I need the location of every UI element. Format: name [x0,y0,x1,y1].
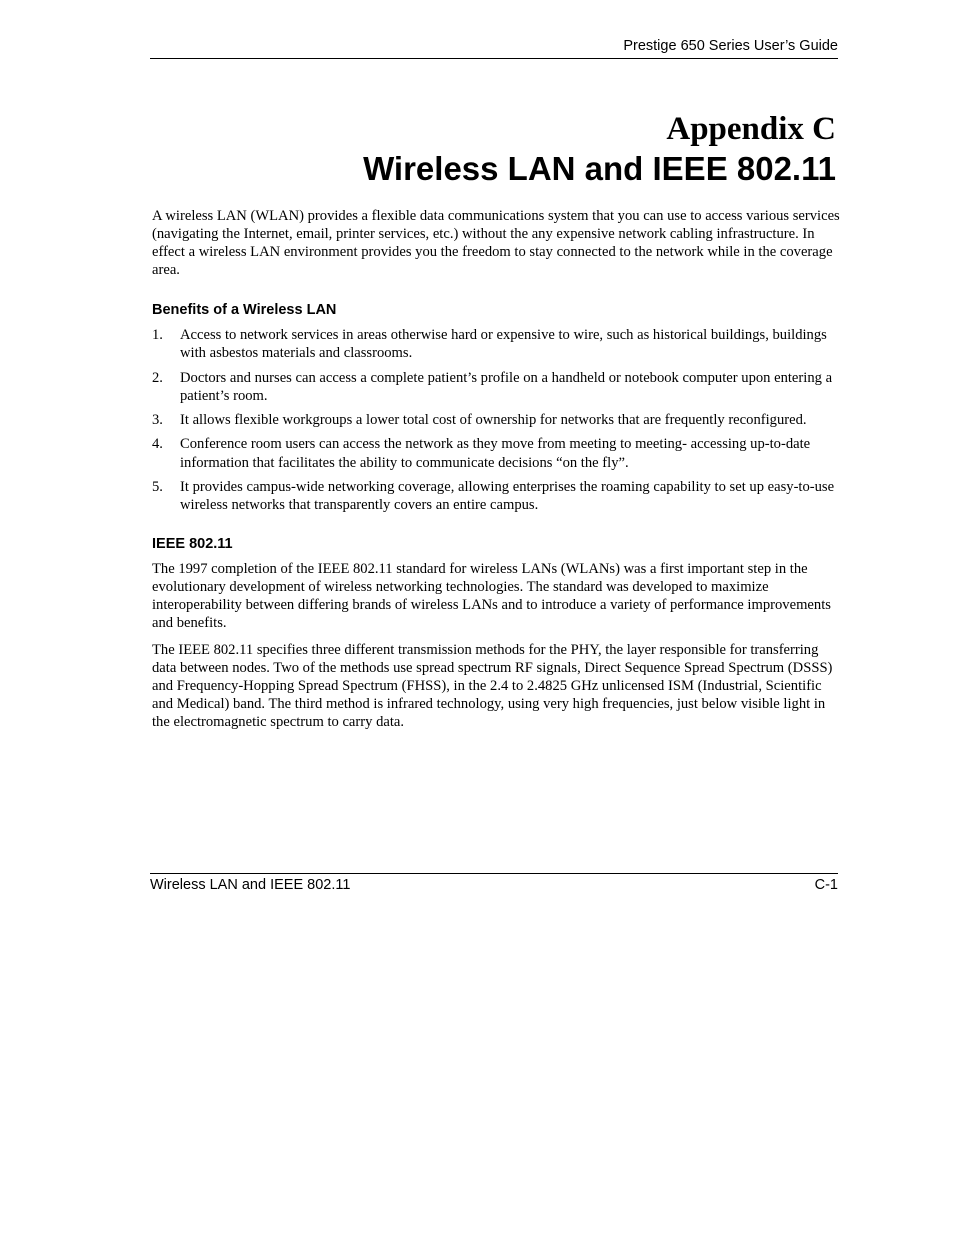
list-item [152,478,840,514]
list-item-number: 1. [152,327,163,344]
intro-paragraph: A wireless LAN (WLAN) provides a flexible data communications system that you can use to access various services (navigating the Internet, email, printer services, etc.) without the any expensive network cabling infrastructure. In effect a wireless LAN environment provides you the freedom to stay connected to the network while in the coverage area. [152,208,840,279]
appendix-label: Appendix C [666,111,836,147]
list-item-text: It allows flexible workgroups a lower total cost of ownership for networks that are frequently reconfigured. [180,412,807,429]
list-item-text: It provides campus-wide networking coverage, allowing enterprises the roaming capability to set up easy-to-use wireless networks that transparently covers an entire campus. [180,478,835,513]
list-item [152,435,840,471]
list-item-text: Doctors and nurses can access a complete patient’s profile on a handheld or notebook computer upon entering a patient’s room. [180,369,833,404]
ieee-paragraph-1: The 1997 completion of the IEEE 802.11 standard for wireless LANs (WLANs) was a first important step in the evolutionary development of wireless networking technologies. The standard was developed to maximize interoperability between differing brands of wireless LANs and to introduce a variety of performance improvements and benefits. [152,560,831,632]
running-header-title: Prestige 650 Series User’s Guide [623,38,838,54]
chapter-title: Wireless LAN and IEEE 802.11 [363,150,836,187]
benefits-heading: Benefits of a Wireless LAN [152,302,337,319]
list-item [152,326,840,362]
footer-section-title: Wireless LAN and IEEE 802.11 [150,877,351,893]
benefits-list [152,326,840,514]
body-content [152,207,840,740]
list-item-number: 3. [152,412,163,429]
list-item-text: Conference room users can access the network as they move from meeting to meeting- accessing up-to-date information that facilitates the ability to communicate decisions “on the fly”. [180,436,811,471]
ieee-heading: IEEE 802.11 [152,535,233,552]
ieee-paragraph-2: The IEEE 802.11 specifies three different transmission methods for the PHY, the layer responsible for transferring data between nodes. Two of the methods use spread spectrum RF signals, Direct Sequence Spread Spectrum (DSSS) and Frequency-Hopping Spread Spectrum (FHSS), in the 2.4 to 2.4825 GHz unlicensed ISM (Industrial, Scientific and Medical) band. The third method is infrared technology, using very high frequencies, just below visible light in the electromagnetic spectrum to carry data. [152,641,833,731]
list-item-number: 2. [152,369,163,386]
list-item [152,411,840,429]
running-header [150,37,838,59]
list-item [152,369,840,405]
list-item-text: Access to network services in areas otherwise hard or expensive to wire, such as historical buildings, buildings with asbestos materials and classrooms. [180,327,827,362]
list-item-number: 5. [152,478,163,495]
running-footer [150,873,838,894]
title-block [150,108,836,188]
list-item-number: 4. [152,436,163,453]
footer-page-number: C-1 [814,877,838,893]
